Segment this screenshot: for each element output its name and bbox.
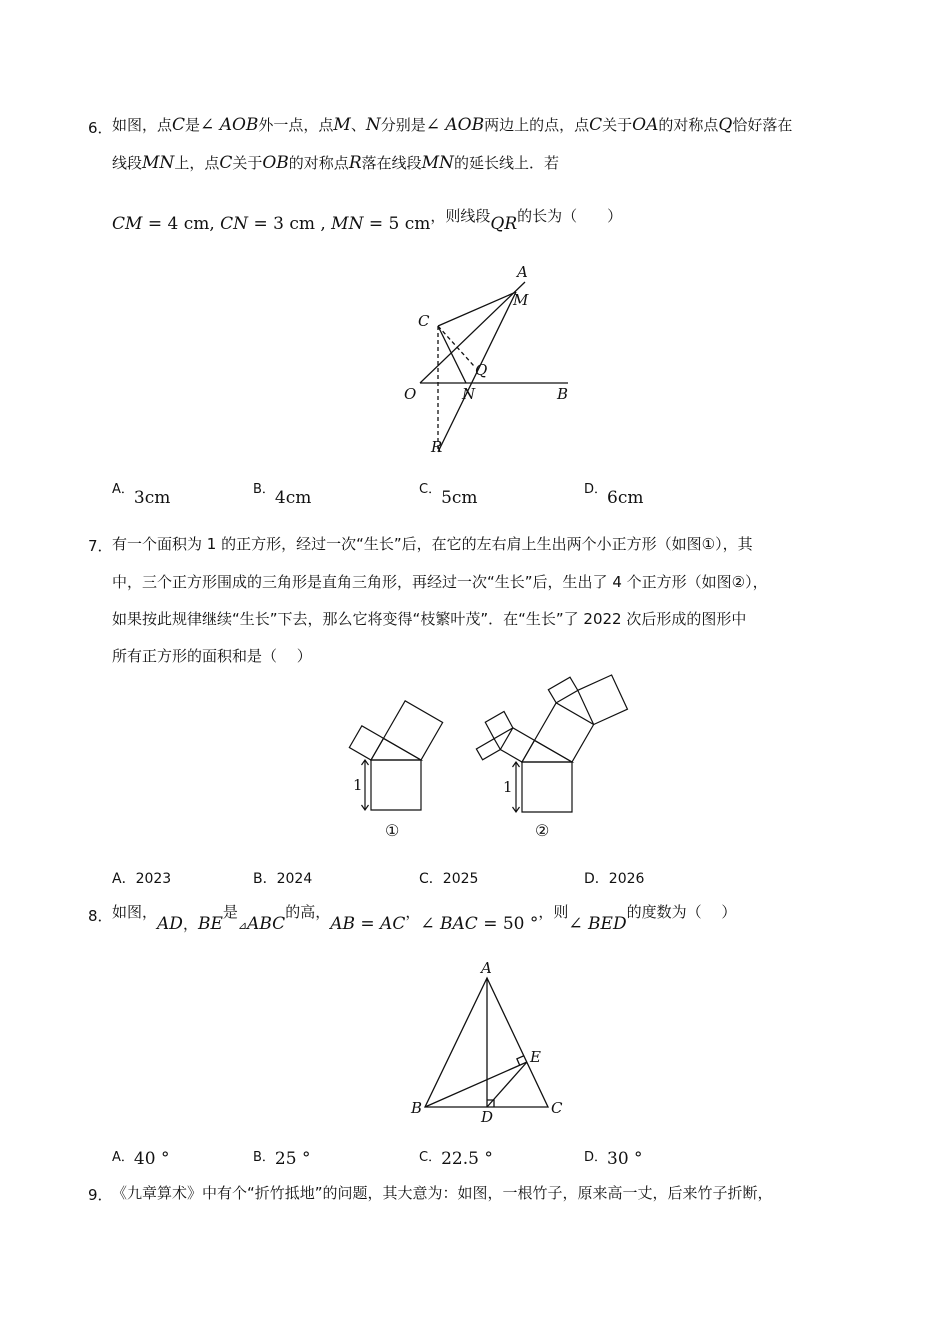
label-a: A	[481, 959, 492, 977]
fig2-small-square-c	[548, 677, 577, 703]
q9-number: 9．	[88, 1186, 113, 1204]
fig1-base-square	[371, 760, 421, 810]
q7-line-1: 有一个面积为 1 的正方形，经过一次“生长”后，在它的左右肩上生出两个小正方形（如图①），其	[112, 535, 753, 553]
q6-option-d[interactable]: D．6cm	[584, 482, 644, 508]
q6-option-a[interactable]: A．3cm	[112, 482, 171, 508]
label-b: B	[557, 385, 569, 403]
fig1-caption: ①	[385, 821, 400, 840]
q7-line-4: 所有正方形的面积和是（ ）	[112, 647, 312, 665]
fig1-side-label: 1	[353, 776, 363, 794]
q6-line-2: 线段MN上，点C关于OB的对称点R落在线段MN的延长线上．若	[112, 153, 559, 173]
label-m: M	[513, 291, 529, 309]
q8-stem: 如图，AD，BE是$_⊿$ABC的高，AB = AC，∠ BAC = 50 °，则∠ BED的度数为（ ）	[112, 903, 737, 934]
q7-option-a[interactable]: A．2023	[112, 871, 172, 887]
q7-line-2: 中，三个正方形围成的三角形是直角三角形，再经过一次“生长”后，生出了 4 个正方形（如图②），	[112, 573, 768, 591]
q6-option-c[interactable]: C．5cm	[419, 482, 478, 508]
q9-line-1: 《九章算术》中有个“折竹抵地”的问题，其大意为：如图，一根竹子，原来高一丈，后来竹子折断，	[112, 1184, 773, 1202]
fig2-small-square-d	[578, 675, 628, 725]
q8-option-d[interactable]: D．30 °	[584, 1149, 643, 1169]
q8-figure	[405, 955, 575, 1130]
fig1-left-square	[349, 726, 383, 760]
label-e: E	[530, 1048, 541, 1066]
q7-option-c[interactable]: C．2025	[419, 871, 479, 887]
label-r: R	[431, 438, 443, 456]
label-b: B	[411, 1099, 423, 1117]
fig1-right-square	[384, 701, 443, 760]
fig2-tiny-square-a	[476, 739, 500, 760]
label-d: D	[481, 1108, 494, 1126]
q6-line-1: 如图，点C是∠ AOB外一点，点M、N分别是∠ AOB两边上的点，点C关于OA的对称点Q恰好落在	[112, 115, 793, 135]
q6-line-3: CM = 4 cm, CN = 3 cm , MN = 5 cm，则线段QR的长为（ ）	[112, 207, 623, 234]
q8-option-a[interactable]: A．40 °	[112, 1149, 170, 1169]
label-c: C	[551, 1099, 563, 1117]
q6-figure	[395, 258, 585, 460]
label-c: C	[418, 312, 430, 330]
label-n: N	[462, 385, 476, 403]
q8-option-b[interactable]: B．25 °	[253, 1149, 311, 1169]
segment-cm	[438, 292, 516, 326]
label-o: O	[404, 385, 417, 403]
q7-option-d[interactable]: D．2026	[584, 871, 645, 887]
fig2-base-square	[522, 762, 572, 812]
q6-number: 6．	[88, 119, 113, 137]
fig2-side-label: 1	[503, 778, 513, 796]
q8-option-c[interactable]: C．22.5 °	[419, 1149, 493, 1169]
altitude-be	[425, 1062, 527, 1107]
label-a: A	[517, 263, 528, 281]
q7-line-3: 如果按此规律继续“生长”下去，那么它将变得“枝繁叶茂”．在“生长”了 2022 次后形成的图形中	[112, 610, 747, 628]
label-q: Q	[475, 361, 488, 379]
fig2-caption: ②	[535, 821, 550, 840]
q6-option-b[interactable]: B．4cm	[253, 482, 312, 508]
q7-option-b[interactable]: B．2024	[253, 871, 313, 887]
fig2-right-square	[535, 703, 594, 762]
fig1-triangle	[371, 738, 421, 760]
q7-figures	[340, 672, 640, 844]
fig2-triangle	[522, 740, 572, 762]
segment-cn	[438, 326, 466, 383]
q8-number: 8．	[88, 907, 113, 925]
ray-oa	[420, 282, 525, 383]
fig2-left-square	[500, 728, 534, 762]
q7-number: 7．	[88, 537, 113, 555]
